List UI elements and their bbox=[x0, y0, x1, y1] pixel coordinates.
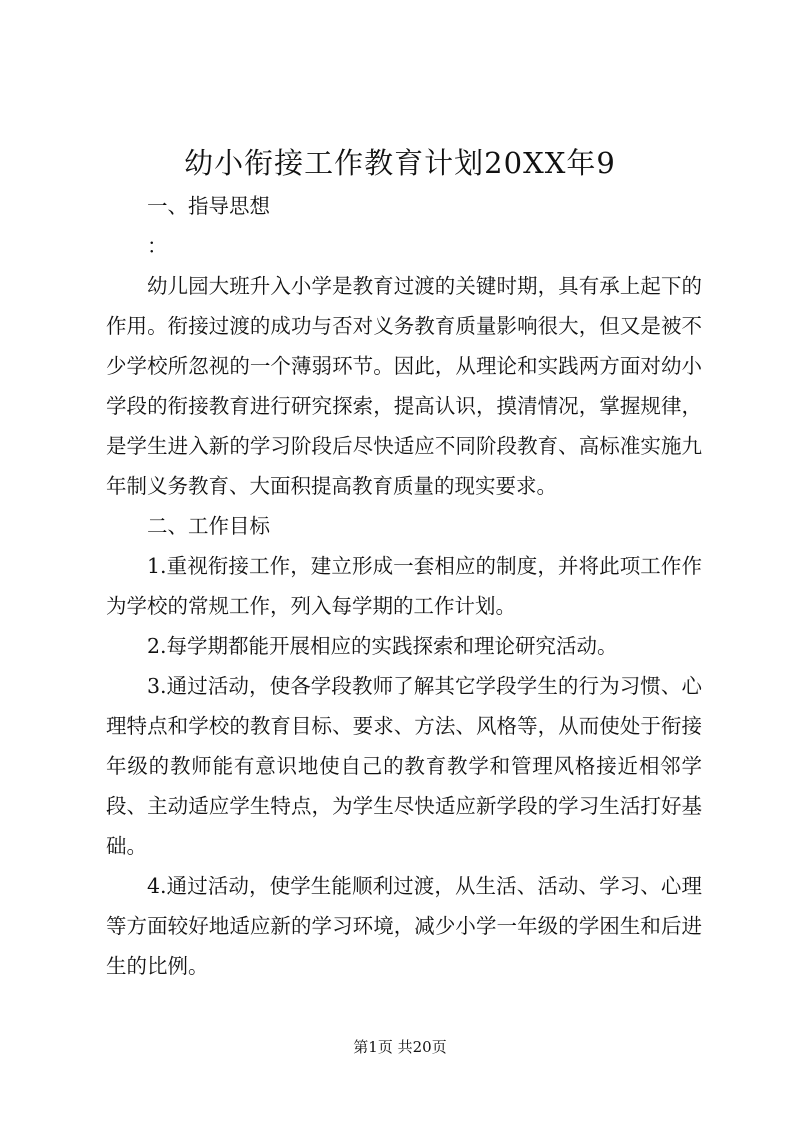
document-title: 幼小衔接工作教育计划20XX年9 bbox=[184, 146, 616, 180]
goal-item-3: 3.通过活动，使各学段教师了解其它学段学生的行为习惯、心理特点和学校的教育目标、要求、方法、风格等，从而使处于衔接年级的教师能有意识地使自己的教育教学和管理风格接近相邻学段、主动适应学生特点，为学生尽快适应新学段的学习生活打好基础。 bbox=[106, 674, 702, 858]
section-heading-guiding-ideology: 一、指导思想 bbox=[147, 194, 270, 218]
goal-item-4: 4.通过活动，使学生能顺利过渡，从生活、活动、学习、心理等方面较好地适应新的学习环境，减少小学一年级的学困生和后进生的比例。 bbox=[106, 874, 702, 978]
section-heading-work-goals: 二、工作目标 bbox=[147, 514, 270, 538]
body-paragraph-intro: 幼儿园大班升入小学是教育过渡的关键时期，具有承上起下的作用。衔接过渡的成功与否对义务教育质量影响很大，但又是被不少学校所忽视的一个薄弱环节。因此，从理论和实践两方面对幼小学段的衔接教育进行研究探索，提高认识，摸清情况，掌握规律，是学生进入新的学习阶段后尽快适应不同阶段教育、高标准实施九年制义务教育、大面积提高教育质量的现实要求。 bbox=[106, 274, 702, 498]
goal-item-2: 2.每学期都能开展相应的实践探索和理论研究活动。 bbox=[147, 634, 618, 658]
colon-line: ： bbox=[147, 234, 168, 258]
page-footer: 第1页 共20页 bbox=[353, 1038, 447, 1056]
goal-item-1: 1.重视衔接工作，建立形成一套相应的制度，并将此项工作作为学校的常规工作，列入每学期的工作计划。 bbox=[106, 554, 702, 618]
document-body bbox=[106, 186, 702, 986]
